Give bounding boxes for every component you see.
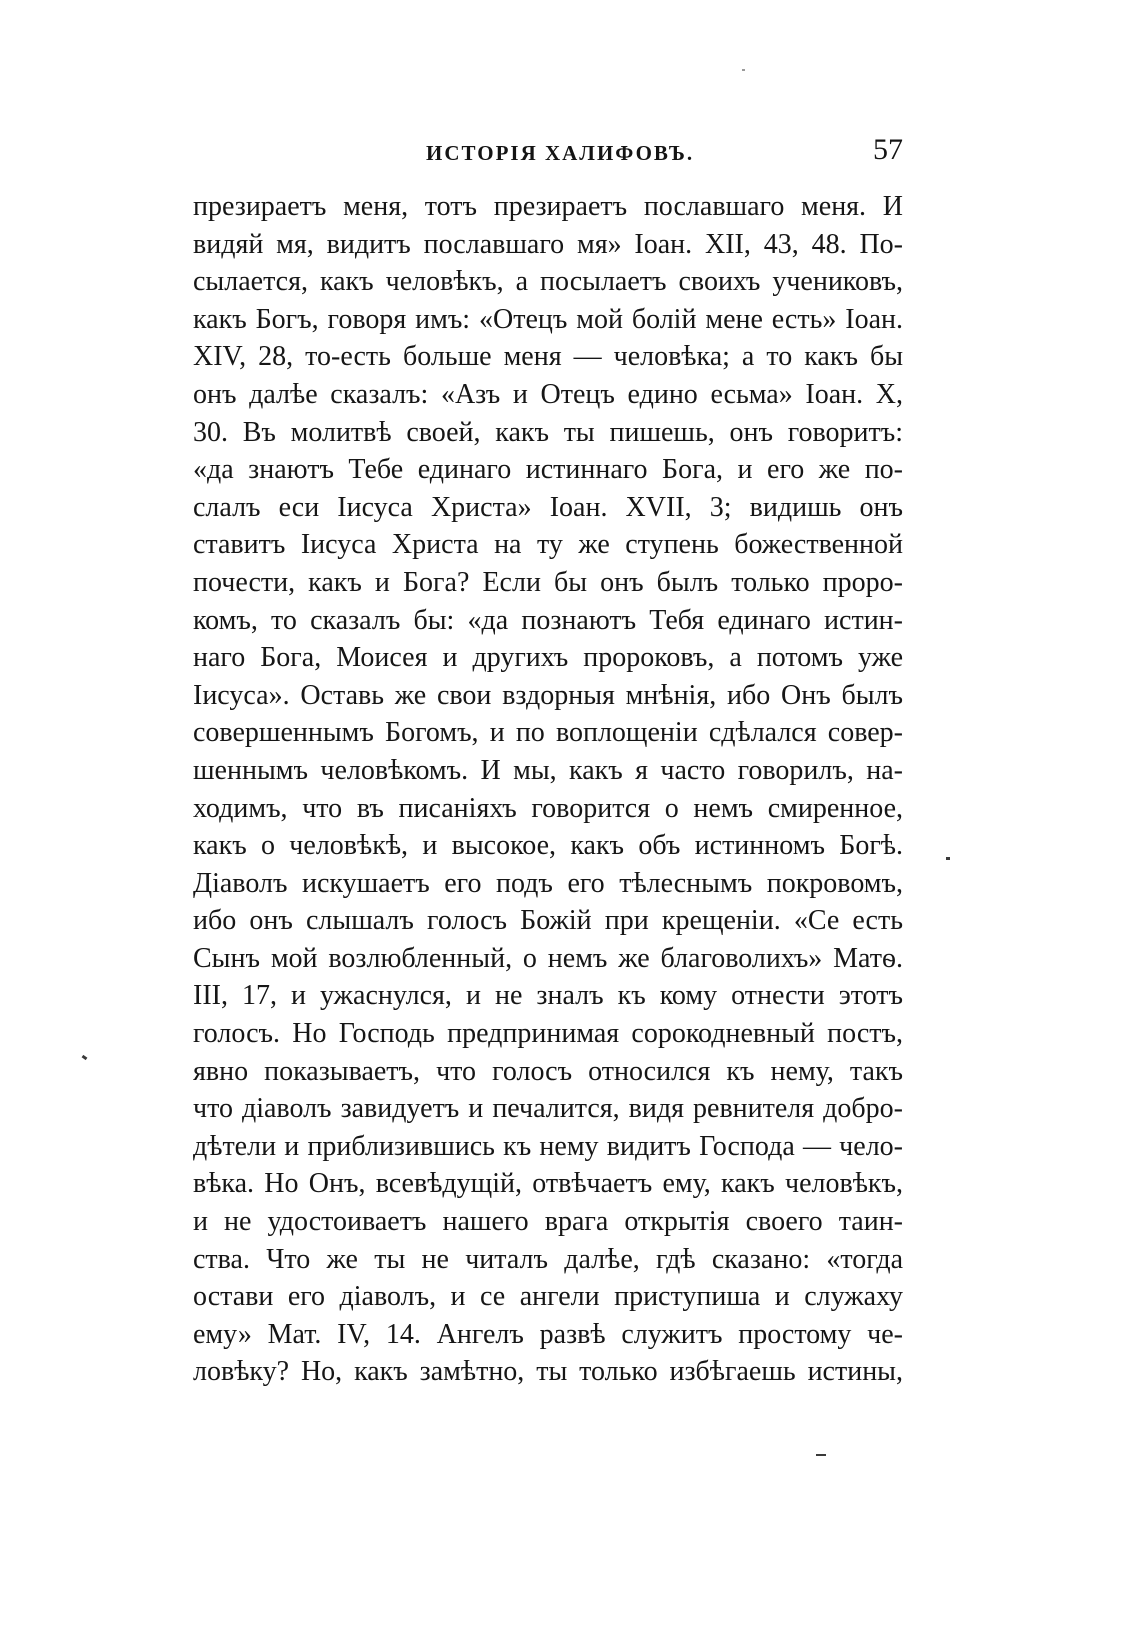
text-line: какъ о человѣкѣ, и высокое, какъ объ истинномъ Богѣ. [193, 830, 903, 862]
text-line: ловѣку? Но, какъ замѣтно, ты только избѣгаешь истины, [193, 1356, 903, 1388]
text-line: ибо онъ слышалъ голосъ Божій при крещеніи. «Се есть [193, 905, 903, 937]
text-line: Іисуса». Оставь же свои вздорныя мнѣнія, ибо Онъ былъ [193, 679, 903, 711]
running-head [193, 133, 903, 173]
text-line: слалъ еси Іисуса Христа» Іоан. XVII, 3; видишь онъ [193, 491, 903, 523]
text-line: вѣка. Но Онъ, всевѣдущій, отвѣчаетъ ему, какъ человѣкъ, [193, 1168, 903, 1200]
text-line: комъ, то сказалъ бы: «да познаютъ Тебя единаго истин- [193, 604, 903, 636]
text-line: наго Бога, Моисея и другихъ пророковъ, а потомъ уже [193, 642, 903, 674]
running-head-title: ИСТОРІЯ ХАЛИФОВЪ. [426, 141, 695, 165]
text-line: дѣтели и приблизившись къ нему видитъ Господа — чело- [193, 1130, 903, 1162]
text-line: ходимъ, что въ писаніяхъ говорится о немъ смиренное, [193, 792, 903, 824]
text-line: сылается, какъ человѣкъ, а посылаетъ своихъ учениковъ, [193, 266, 903, 298]
text-line: шеннымъ человѣкомъ. И мы, какъ я часто говорилъ, на- [193, 754, 903, 786]
text-line: явно показываетъ, что голосъ относился къ нему, такъ [193, 1055, 903, 1087]
text-line: видяй мя, видитъ пославшаго мя» Іоан. XII, 43, 48. По- [193, 228, 903, 260]
paper-speck [742, 69, 745, 71]
text-line: III, 17, и ужаснулся, и не зналъ къ кому отнести этотъ [193, 980, 903, 1012]
text-line: голосъ. Но Господь предпринимая сорокодневный постъ, [193, 1018, 903, 1050]
text-line: какъ Богъ, говоря имъ: «Отецъ мой болій мене есть» Іоан. [193, 303, 903, 335]
paper-speck [946, 857, 950, 860]
text-line: онъ далѣе сказалъ: «Азъ и Отецъ едино есьма» Іоан. X, [193, 378, 903, 410]
text-line: XIV, 28, то-есть больше меня — человѣка; а то какъ бы [193, 341, 903, 373]
body-text [193, 188, 903, 1391]
text-line: что діаволъ завидуетъ и печалится, видя ревнителя добро- [193, 1093, 903, 1125]
text-line: презираетъ меня, тотъ презираетъ пославшаго меня. И [193, 191, 903, 222]
text-line: 30. Въ молитвѣ своей, какъ ты пишешь, онъ говоритъ: [193, 416, 903, 448]
text-line: ства. Что же ты не читалъ далѣе, гдѣ сказано: «тогда [193, 1243, 903, 1275]
text-line: ему» Мат. IV, 14. Ангелъ развѣ служитъ простому че- [193, 1318, 903, 1350]
paper-speck [82, 1055, 88, 1060]
text-line: почести, какъ и Бога? Если бы онъ былъ только проро- [193, 566, 903, 598]
text-line: и не удостоиваетъ нашего врага открытія своего таин- [193, 1206, 903, 1238]
paper-speck [816, 1454, 826, 1456]
text-line: остави его діаволъ, и се ангели приступиша и служаху [193, 1281, 903, 1313]
page-number: 57 [873, 133, 903, 166]
text-line: ставитъ Іисуса Христа на ту же ступень божественной [193, 529, 903, 561]
text-line: Сынъ мой возлюбленный, о немъ же благоволихъ» Матѳ. [193, 942, 903, 974]
text-line: совершеннымъ Богомъ, и по воплощеніи сдѣлался совер- [193, 717, 903, 749]
text-line: «да знаютъ Тебе единаго истиннаго Бога, и его же по- [193, 454, 903, 486]
text-line: Діаволъ искушаетъ его подъ его тѣлеснымъ покровомъ, [193, 867, 903, 899]
